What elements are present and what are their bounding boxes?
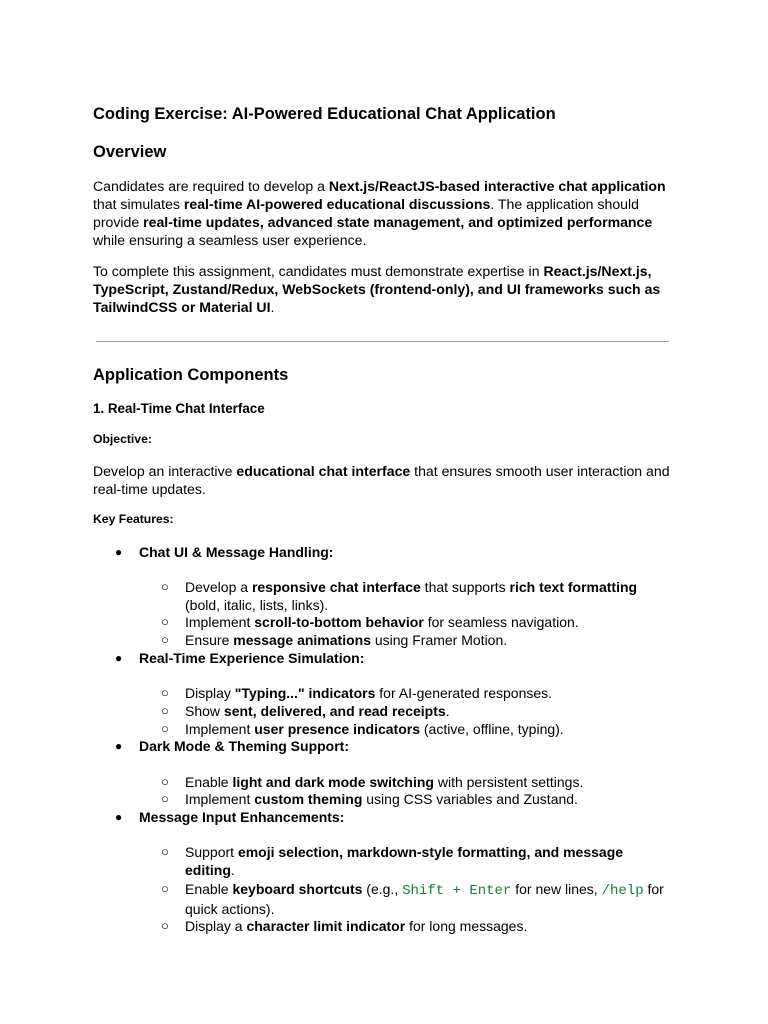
sub-bullet-icon: ○	[161, 791, 169, 806]
feature-label: Message Input Enhancements:	[139, 809, 345, 825]
feature-label: Chat UI & Message Handling:	[139, 544, 334, 560]
components-heading: Application Components	[93, 366, 289, 384]
sub-bullet-icon: ○	[161, 774, 169, 789]
objective-paragraph: Develop an interactive educational chat interface that ensures smooth user interaction and real-time updates.	[93, 463, 670, 497]
sub-bullet-icon: ○	[161, 685, 169, 700]
bullet-icon: ●	[115, 810, 123, 824]
sub-bullet-icon: ○	[161, 632, 169, 647]
sub-bullet-icon: ○	[161, 579, 169, 594]
sub-bullet-icon: ○	[161, 918, 169, 933]
section-1-heading: 1. Real-Time Chat Interface	[93, 401, 265, 416]
sub-bullet-icon: ○	[161, 844, 169, 859]
bullet-icon: ●	[115, 651, 123, 665]
bullet-icon: ●	[115, 739, 123, 753]
document-page: Coding Exercise: AI-Powered Educational Chat Application Overview Candidates are required to develop a Next.js/ReactJS-based interactive chat application that simulates real-time AI-powered educational discussions. The application should provide real-time updates, advanced state management, and optimized performance while ensuring a seamless user experience. To complete this assignment, candidates must demonstrate expertise in React.js/Next.js, TypeScript, Zustand/Redux, WebSockets (frontend-only), and UI frameworks such as TailwindCSS or Material UI. Application Components 1. Real-Time Chat Interface Objective: Develop an interactive educational chat interface that ensures smooth user interaction and real-time updates. Key Features: ● Chat UI & Message Handling: ○ Develop a responsive chat interface that supports rich text formatting (bold, italic, lists, links). ○ Implement scroll-to-bottom behavior for seamless navigation. ○ Ensure message animations using Framer Motion. ● Real-Time Experience Simulation: ○ Display "Typing..." indicators for AI-generated responses. ○ Show sent, delivered, and read receipts. ○ Implement user presence indicators (active, offline, typing). ● Dark Mode & Theming Support: ○ Enable light and dark mode switching with persistent settings. ○ Implement custom theming using CSS variables and Zustand. ● Message Input Enhancements: ○ Support emoji selection, markdown-style formatting, and message editing. ○ Enable keyboard shortcuts (e.g., Shift + Enter for new lines, /help for quick actions). ○ Display a character limit indicator for long messages.	[0, 0, 768, 1024]
bullet-icon: ●	[115, 545, 123, 559]
help-command-code: /help	[601, 883, 644, 899]
shortcut-code: Shift + Enter	[402, 883, 512, 899]
sub-bullet-icon: ○	[161, 703, 169, 718]
overview-heading: Overview	[93, 143, 167, 161]
sub-bullet-icon: ○	[161, 721, 169, 736]
objective-label: Objective:	[93, 432, 152, 446]
horizontal-divider	[96, 341, 669, 342]
document-title: Coding Exercise: AI-Powered Educational Chat Application	[93, 105, 556, 123]
overview-paragraph-1: Candidates are required to develop a Next.js/ReactJS-based interactive chat application that simulates real-time AI-powered educational discussions. The application should provide real-time updates, advanced state management, and optimized performance while ensuring a seamless user experience.	[93, 178, 666, 248]
sub-bullet-icon: ○	[161, 881, 169, 896]
key-features-label: Key Features:	[93, 512, 174, 526]
sub-bullet-icon: ○	[161, 614, 169, 629]
feature-label: Dark Mode & Theming Support:	[139, 738, 349, 754]
feature-label: Real-Time Experience Simulation:	[139, 650, 365, 666]
overview-paragraph-2: To complete this assignment, candidates must demonstrate expertise in React.js/Next.js, TypeScript, Zustand/Redux, WebSockets (frontend-only), and UI frameworks such as TailwindCSS or Material UI.	[93, 263, 661, 315]
